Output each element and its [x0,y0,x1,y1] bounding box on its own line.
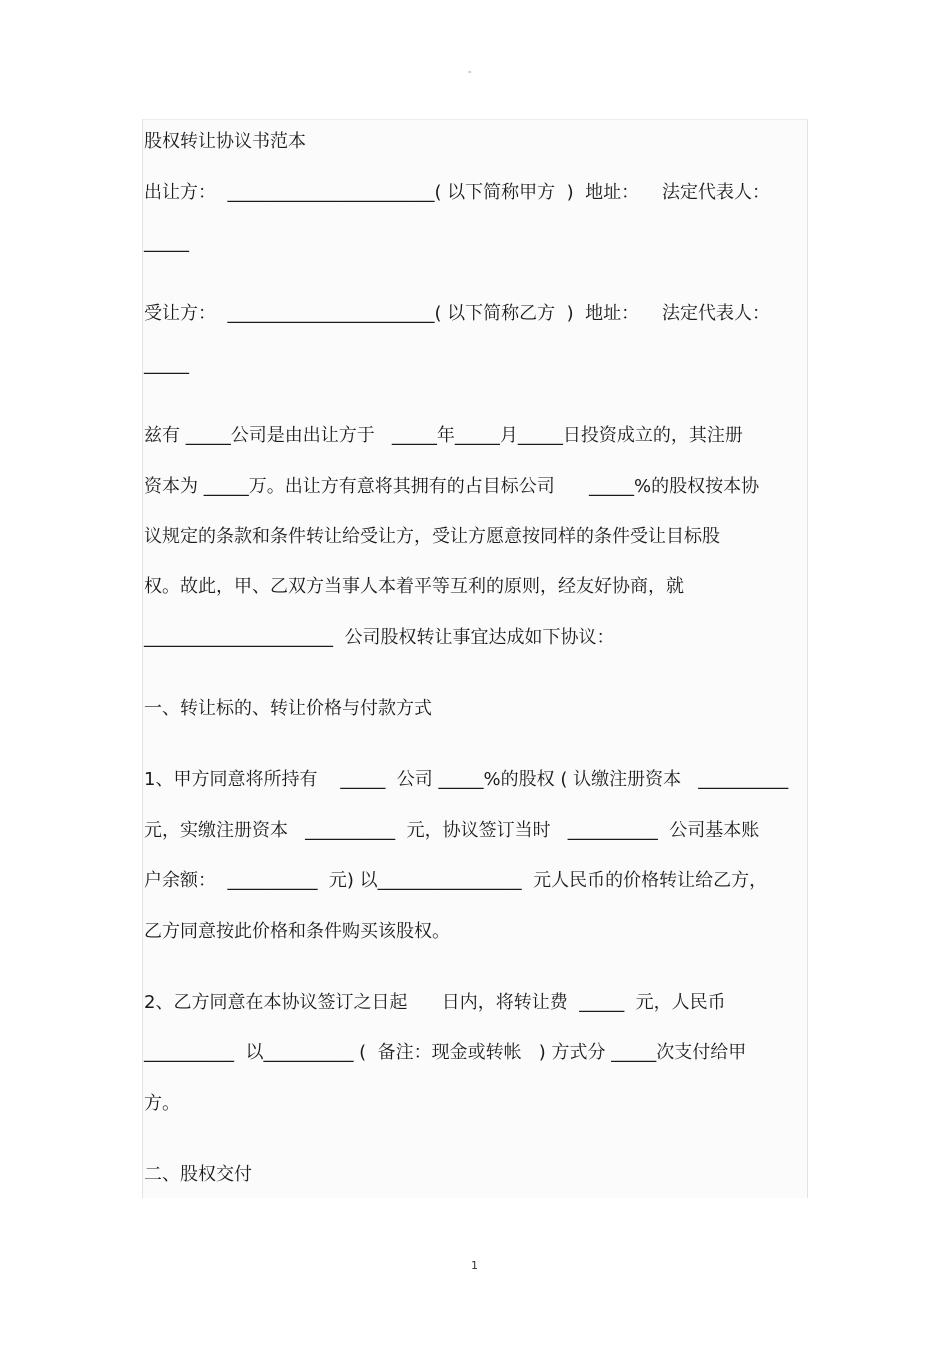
clause-2-line-1: 2、乙方同意在本协议签订之日起 日内，将转让费 _____ 元，人民币 [144,992,726,1013]
transferor-line: 出让方： _______________________( 以下简称甲方 ) 地址： 法定代表人： [144,182,770,203]
preamble-line-3: 议规定的条款和条件转让给受让方，受让方愿意按同样的条件受让目标股 [144,526,720,547]
document-body [142,119,808,1198]
document-title: 股权转让协议书范本 [144,131,306,152]
clause-2-line-2: __________ 以__________ ( 备注：现金或转帐 ) 方式分 _____次支付给甲 [144,1042,747,1063]
section-1-heading: 一、转让标的、转让价格与付款方式 [144,698,432,719]
transferee-line: 受让方： _______________________( 以下简称乙方 ) 地址： 法定代表人： [144,303,770,324]
clause-1-line-3: 户余额： __________ 元) 以________________ 元人民币的价格转让给乙方， [144,870,768,891]
clause-1-line-2: 元，实缴注册资本 __________ 元，协议签订当时 __________ 公司基本账 [144,820,760,841]
clause-2-line-3: 方。 [144,1093,180,1114]
page-number: 1 [471,1259,478,1272]
header-mark: " [468,70,472,78]
preamble-line-5: _____________________ 公司股权转让事宜达成如下协议： [144,627,615,648]
clause-1-line-1: 1、甲方同意将所持有 _____ 公司 _____%的股权 ( 认缴注册资本 __________ [144,769,789,790]
preamble-line-2: 资本为 _____万。出让方有意将其拥有的占目标公司 _____%的股权按本协 [144,476,760,497]
section-2-heading: 二、股权交付 [144,1164,252,1185]
clause-1-line-4: 乙方同意按此价格和条件购买该股权。 [144,921,450,942]
preamble-line-4: 权。故此，甲、乙双方当事人本着平等互利的原则，经友好协商，就 [144,576,684,597]
transferee-representative-blank: _____ [144,354,189,375]
preamble-line-1: 兹有 _____公司是由出让方于 _____年_____月_____日投资成立的，其注册 [144,425,743,446]
transferor-representative-blank: _____ [144,232,189,253]
